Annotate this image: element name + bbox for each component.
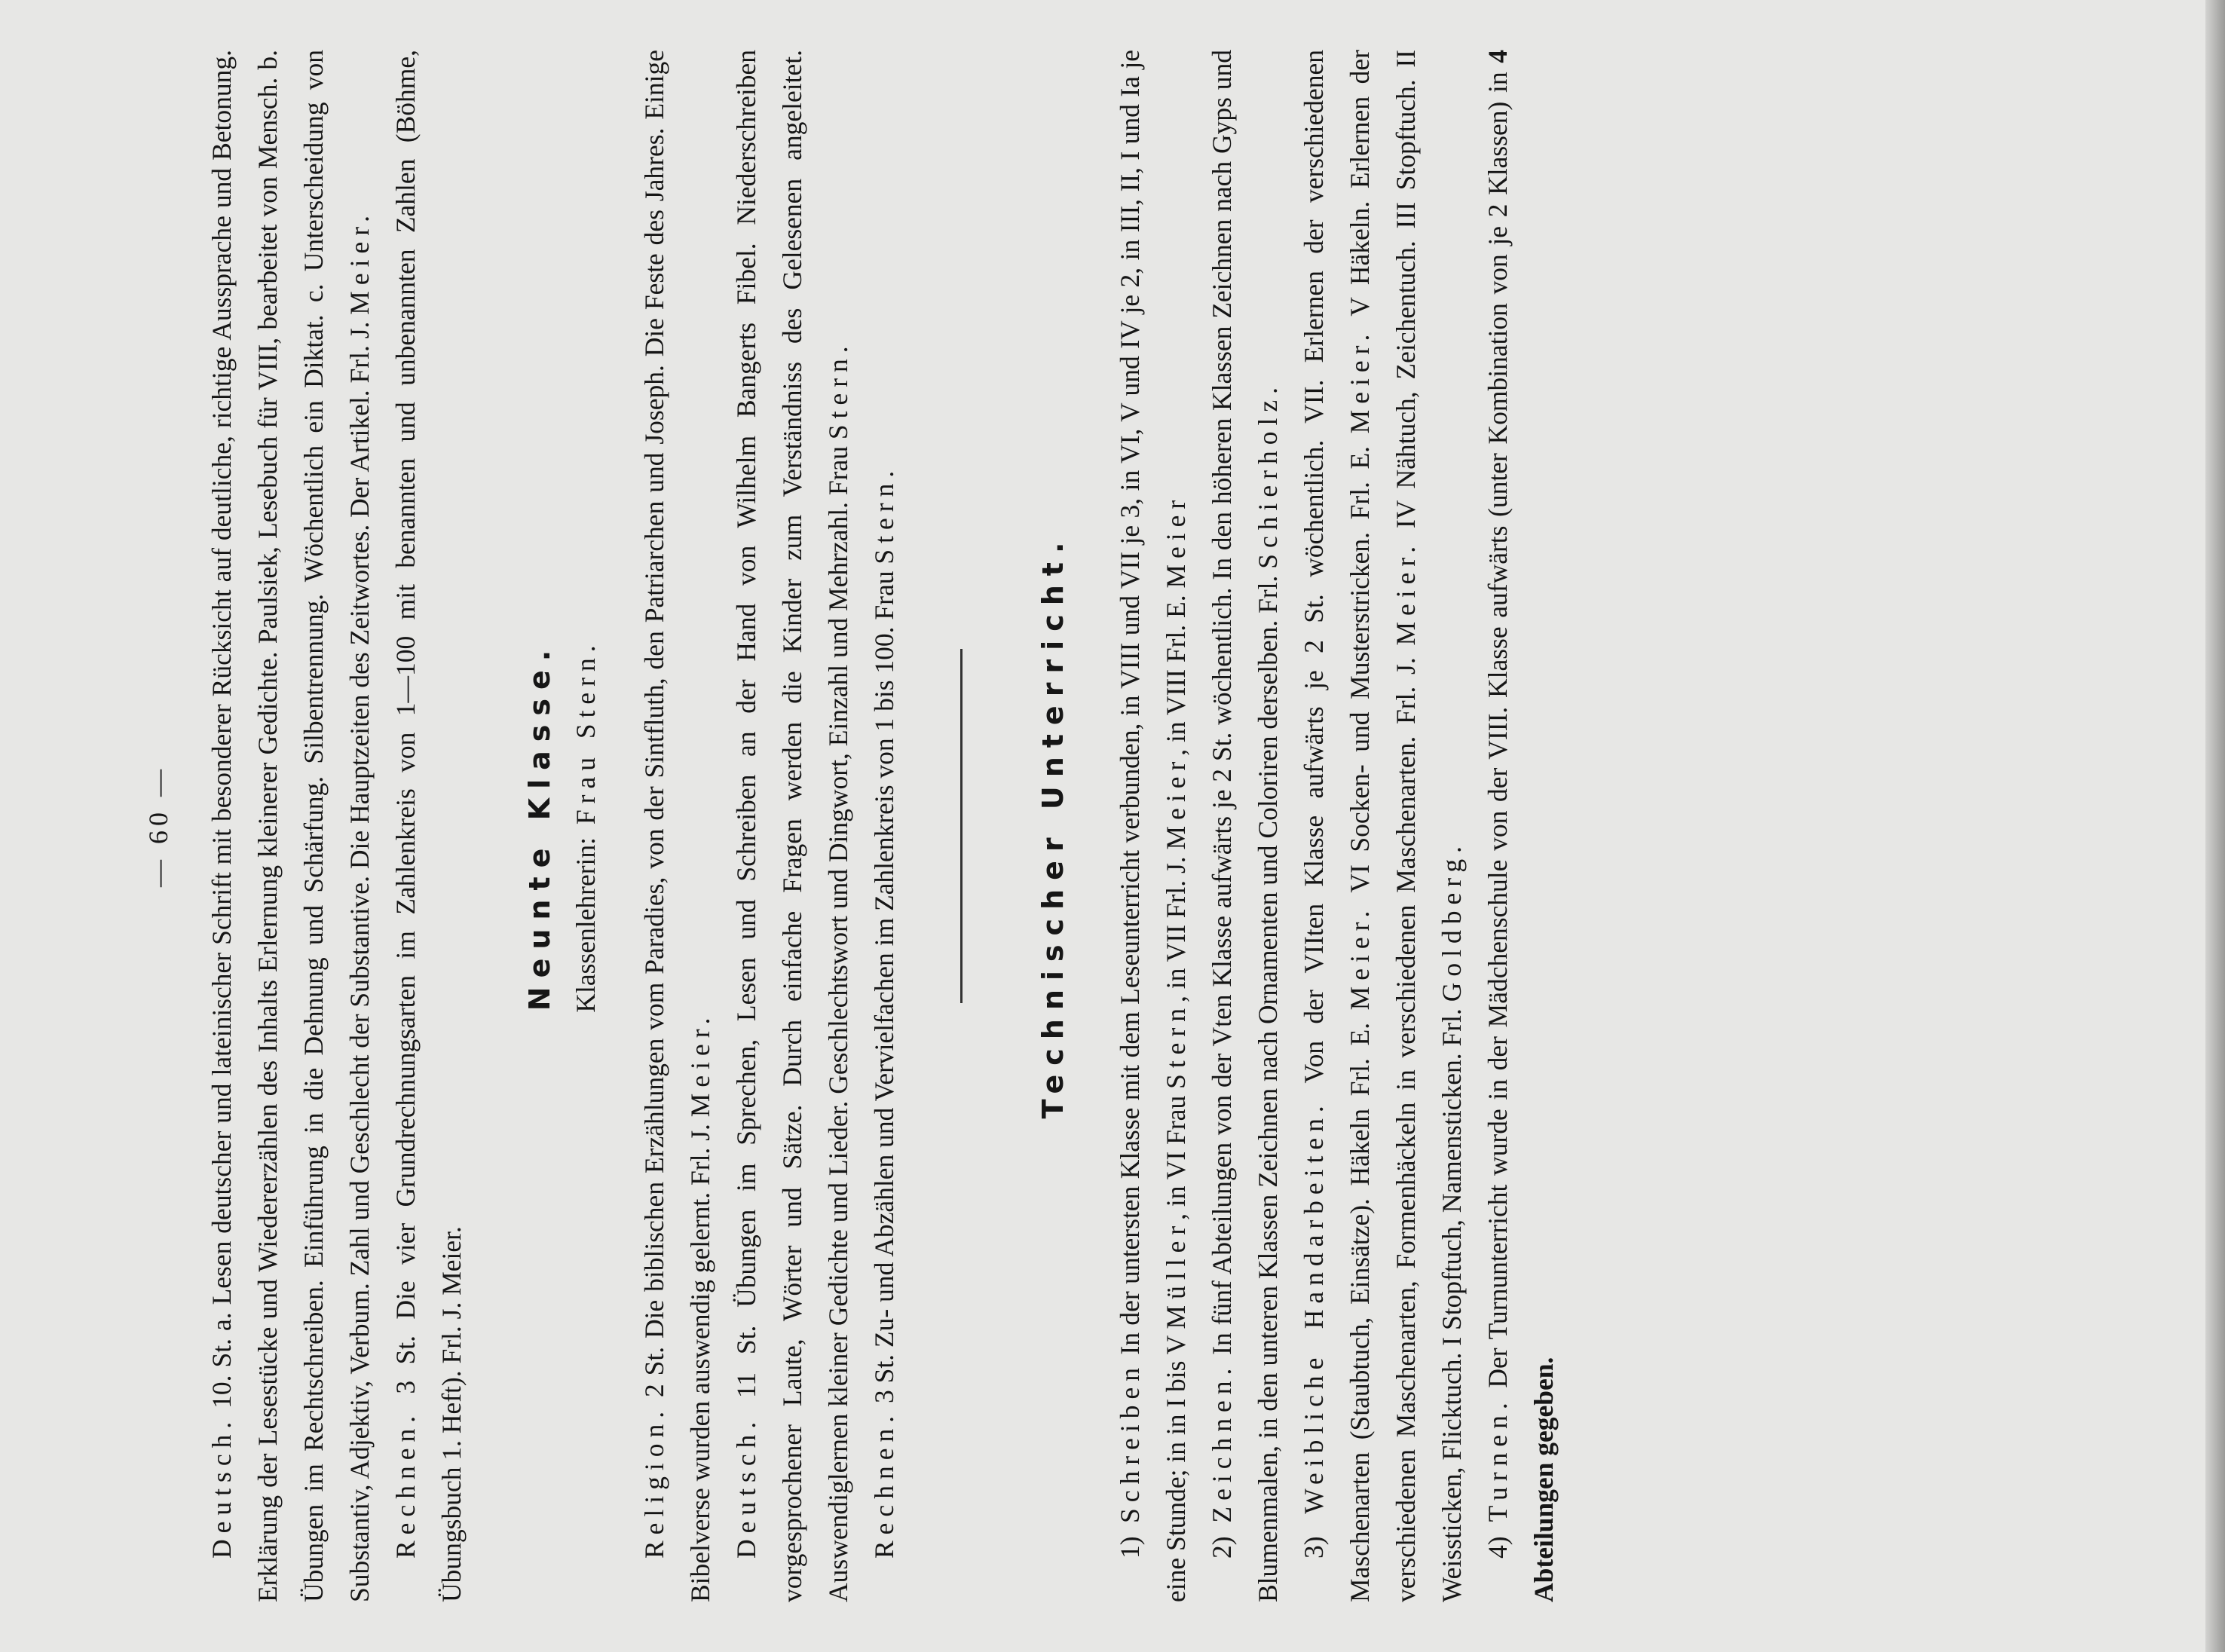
teacher-name: Schierholz. [1253,381,1283,569]
paragraph-schreiben [1107,50,1199,1602]
section-divider [960,649,963,1003]
class-teacher-name: Frau Stern. [571,639,601,837]
item-number: 4) [1483,1536,1513,1559]
teacher-name: Müller [1161,1219,1191,1329]
paragraph-text: 10. St. a. Lesen deutscher und lateinischer Schrift mit besonderer Rücksicht auf deutliche, richtige Aussprache und Betonung. Erklärung der Lesestücke und Wiedererzählen des Inhalts Erlernung kleinerer Gedichte. Paulsiek, Lesebuch für VIII, bearbeitet von Mensch. b. Übungen im Rechtschreiben. Einführung in die Dehnung und Schärfung. Silbentrennung. Wöchentlich ein Diktat. c. Unterscheidung von Substantiv, Adjektiv, Verbum. Zahl und Geschlecht der Substantive. Die Hauptzeiten des Zeitwortes. Der Artikel. Frl. J. [207,50,375,1602]
teacher-name: Stern. [823,340,853,440]
paragraph-deutsch-viii [199,50,383,1602]
paragraph-text: VI Socken- und Musterstricken. Frl. E. [1345,433,1375,905]
section-heading-technischer-unterricht: Technischer Unterricht. [1036,533,1070,1119]
class-teacher-line [564,50,608,1602]
paragraph-text: In der untersten Klasse mit dem Leseunterricht verbunden, in VIII und VII je 3, in VI, V und IV je 2, in III, II, I und Ia je eine Stunde; in in I bis V [1115,50,1191,1602]
paragraph-text: 2 St. Die biblischen Erzählungen vom Paradies, von der Sintfluth, den Patriarchen und Joseph. Die Feste des Jahres. Einige Bibelverse wurden auswendig gelernt. Frl. J. [639,50,715,1602]
paragraph-text: , in VIII Frl. E. [1161,588,1191,756]
subject-label: Weibliche Handarbeiten. [1299,1100,1329,1537]
paragraph-text: IV Nähtuch, Zeichentuch. III Stopftuch. II Weissticken, Flicktuch. I Stopftuch, Namensticken. Frl. [1391,50,1467,1602]
paragraph-handarbeiten [1291,50,1475,1602]
emphasized-text: 4 Abteilungen gegeben. [1483,50,1559,1602]
teacher-name: Meier. [1391,540,1421,646]
paragraph-rechnen-ix [862,50,907,1602]
subject-label: Zeichnen. [1207,1362,1237,1537]
page-number: — 60 — [143,765,173,887]
teacher-name: Meier [1161,755,1191,850]
paragraph-deutsch-ix [724,50,862,1602]
paragraph-text: V Häkeln. Erlernen der verschiedenen Maschenarten, Formenhäckeln in verschiedenen Maschenarten. Frl. J. [1345,50,1421,1602]
section-heading-neunte-klasse: Neunte Klasse. [523,641,556,1011]
teacher-name: Stern. [869,464,899,564]
teacher-name: Meier. [685,1011,715,1118]
paragraph-text: , in VII Frl. J. [1161,849,1191,1002]
paragraph-text: Von der VIIten Klasse aufwärts je 2 St. wöchentlich. VII. Erlernen der verschiedenen Maschenarten (Staubtuch, Einsätze). Häkeln Frl. E. [1299,50,1375,1602]
subject-label: Rechnen. [390,1409,421,1559]
item-number: 1) [1115,1536,1145,1559]
paragraph-text: Der Turnunterricht wurde in der Mädchenschule von der VIII. Klasse aufwärts (unter Kombination von je 2 Klassen) in [1483,63,1513,1397]
paragraph-text: 11 St. Übungen im Sprechen, Lesen und Schreiben an der Hand von Wilhelm Bangerts Fibel. Niederschreiben vorgesprochener Laute, Wörter und Sätze. Durch einfache Fragen werden die Kinder zum Verständniss des Gelesenen angeleitet. Auswendiglernen kleiner Gedichte und Lieder. Geschlechtswort und Dingwort, Einzahl und Mehrzahl. Frau [731,50,853,1602]
teacher-name: Meier. [1345,904,1375,1011]
item-number: 3) [1299,1536,1329,1559]
teacher-name: Goldberg. [1437,840,1467,1002]
subject-label: Religion. [639,1405,669,1559]
subject-label: Deutsch. [207,1415,237,1559]
class-teacher-label: Klassenlehrerin: [571,837,601,1013]
paragraph-turnen [1475,50,1567,1602]
paragraph-rechnen-viii [383,50,475,1602]
paragraph-text: , in VI Frau [1161,1088,1191,1220]
paragraph-zeichnen [1199,50,1291,1602]
teacher-name: Stern [1161,1002,1191,1089]
teacher-name: Meier. [1345,328,1375,434]
subject-label: Schreiben [1115,1362,1145,1537]
rotated-page [140,50,2085,1602]
subject-label: Rechnen. [869,1409,899,1559]
subject-label: Turnen. [1483,1397,1513,1537]
paragraph-text: 3 St. Die vier Grundrechnungsarten im Zahlenkreis von 1—100 mit benannten und unbenannten Zahlen (Böhme, Übungsbuch 1. Heft). Frl. J. Meier. [390,50,467,1602]
teacher-name: Meier. [344,210,375,315]
scan-edge [2205,0,2225,1652]
teacher-name: Meier [1161,494,1191,589]
subject-label: Deutsch. [731,1415,761,1559]
paragraph-text: 3 St. Zu- und Abzählen und Vervielfachen im Zahlenkreis von 1 bis 100. Frau [869,564,899,1410]
paragraph-text: In fünf Abteilungen von der Vten Klasse aufwärts je 2 St. wöchentlich. In den höheren Klassen Zeichnen nach Gyps und Blumenmalen, in den unteren Klassen Zeichnen nach Ornamenten und Coloriren derselben. Frl. [1207,50,1283,1602]
paragraph-religion-ix [632,50,724,1602]
item-number: 2) [1207,1536,1237,1559]
